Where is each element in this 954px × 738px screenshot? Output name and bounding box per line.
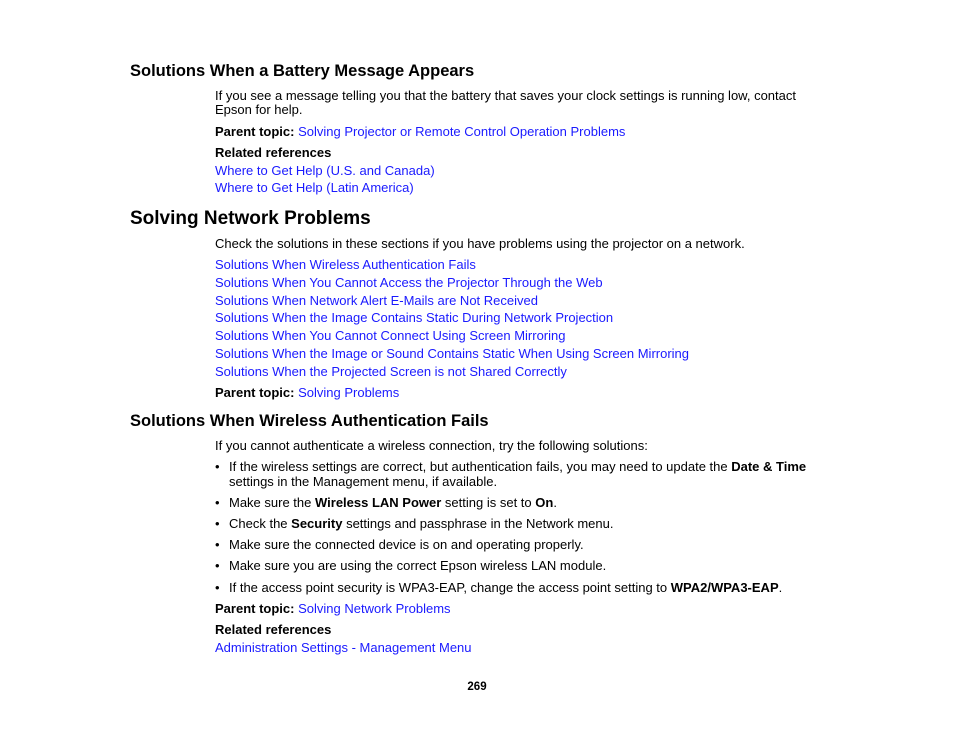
bullet-2-post: . — [553, 495, 557, 510]
network-parent-topic — [215, 385, 399, 400]
link-screen-mirroring-static[interactable]: Solutions When the Image or Sound Contains Static When Using Screen Mirroring — [215, 346, 690, 361]
parent-topic-label: Parent topic: — [215, 601, 295, 616]
link-screen-mirroring-connect[interactable]: Solutions When You Cannot Connect Using Screen Mirroring — [215, 328, 566, 343]
link-solving-problems[interactable]: Solving Problems — [298, 385, 400, 400]
bullet-marker: • — [215, 558, 220, 573]
bullet-2-mid: setting is set to — [441, 495, 536, 510]
bullet-6-post: . — [778, 580, 783, 595]
bullet-item-wireless-lan-power — [229, 495, 557, 510]
link-solving-network-problems[interactable]: Solving Network Problems — [298, 601, 451, 616]
page-number: 269 — [467, 681, 487, 693]
link-projected-screen-shared[interactable]: Solutions When the Projected Screen is not Shared Correctly — [215, 364, 567, 379]
link-admin-settings-management-menu[interactable]: Administration Settings - Management Menu — [215, 640, 472, 655]
bullet-3-bold: Security — [291, 516, 343, 531]
bullet-2-bold-1: Wireless LAN Power — [315, 495, 442, 510]
battery-parent-topic — [215, 124, 625, 139]
bullet-marker: • — [215, 537, 220, 552]
link-cannot-access-web[interactable]: Solutions When You Cannot Access the Projector Through the Web — [215, 275, 603, 290]
battery-related-references-label: Related references — [215, 145, 332, 160]
heading-solving-network-problems: Solving Network Problems — [130, 208, 371, 229]
link-help-latin-america[interactable]: Where to Get Help (Latin America) — [215, 180, 414, 195]
bullet-item-wpa3 — [229, 580, 782, 595]
parent-topic-label: Parent topic: — [215, 385, 295, 400]
link-wireless-auth-fails[interactable]: Solutions When Wireless Authentication Fails — [215, 257, 476, 272]
bullet-3-post: settings and passphrase in the Network menu. — [342, 516, 614, 531]
heading-wireless-auth-fails: Solutions When Wireless Authentication Fails — [130, 412, 489, 430]
heading-battery-message: Solutions When a Battery Message Appears — [130, 62, 475, 80]
network-intro: Check the solutions in these sections if you have problems using the projector on a network. — [215, 236, 745, 251]
parent-topic-label: Parent topic: — [215, 124, 295, 139]
bullet-6-text: If the access point security is WPA3-EAP, change the access point setting to — [229, 580, 671, 595]
wireless-parent-topic — [215, 601, 451, 616]
battery-paragraph-line-1: If you see a message telling you that the battery that saves your clock settings is running low, contact — [215, 88, 796, 103]
wireless-related-references-label: Related references — [215, 622, 332, 637]
bullet-marker: • — [215, 495, 220, 510]
link-help-us-canada[interactable]: Where to Get Help (U.S. and Canada) — [215, 163, 435, 178]
bullet-marker: • — [215, 516, 220, 531]
battery-paragraph-line-2: Epson for help. — [215, 102, 303, 117]
bullet-1-bold: Date & Time — [731, 459, 807, 474]
link-solving-projector-remote-problems[interactable]: Solving Projector or Remote Control Operation Problems — [298, 124, 626, 139]
bullet-2-text: Make sure the — [229, 495, 315, 510]
link-alert-emails[interactable]: Solutions When Network Alert E-Mails are Not Received — [215, 293, 538, 308]
bullet-marker: • — [215, 580, 220, 595]
bullet-1-text: If the wireless settings are correct, but authentication fails, you may need to update the — [229, 459, 732, 474]
bullet-6-bold: WPA2/WPA3-EAP — [670, 580, 779, 595]
wireless-intro: If you cannot authenticate a wireless connection, try the following solutions: — [215, 438, 648, 453]
bullet-item-lan-module: Make sure you are using the correct Epson wireless LAN module. — [229, 558, 607, 573]
bullet-item-date-time — [229, 459, 806, 489]
bullet-marker: • — [215, 459, 220, 474]
bullet-item-security — [229, 516, 613, 531]
bullet-item-device-on: Make sure the connected device is on and operating properly. — [229, 537, 584, 552]
bullet-3-text: Check the — [229, 516, 292, 531]
bullet-1-line-2: settings in the Management menu, if available. — [229, 474, 498, 489]
link-static-network-projection[interactable]: Solutions When the Image Contains Static During Network Projection — [215, 310, 614, 325]
bullet-2-bold-2: On — [535, 495, 554, 510]
